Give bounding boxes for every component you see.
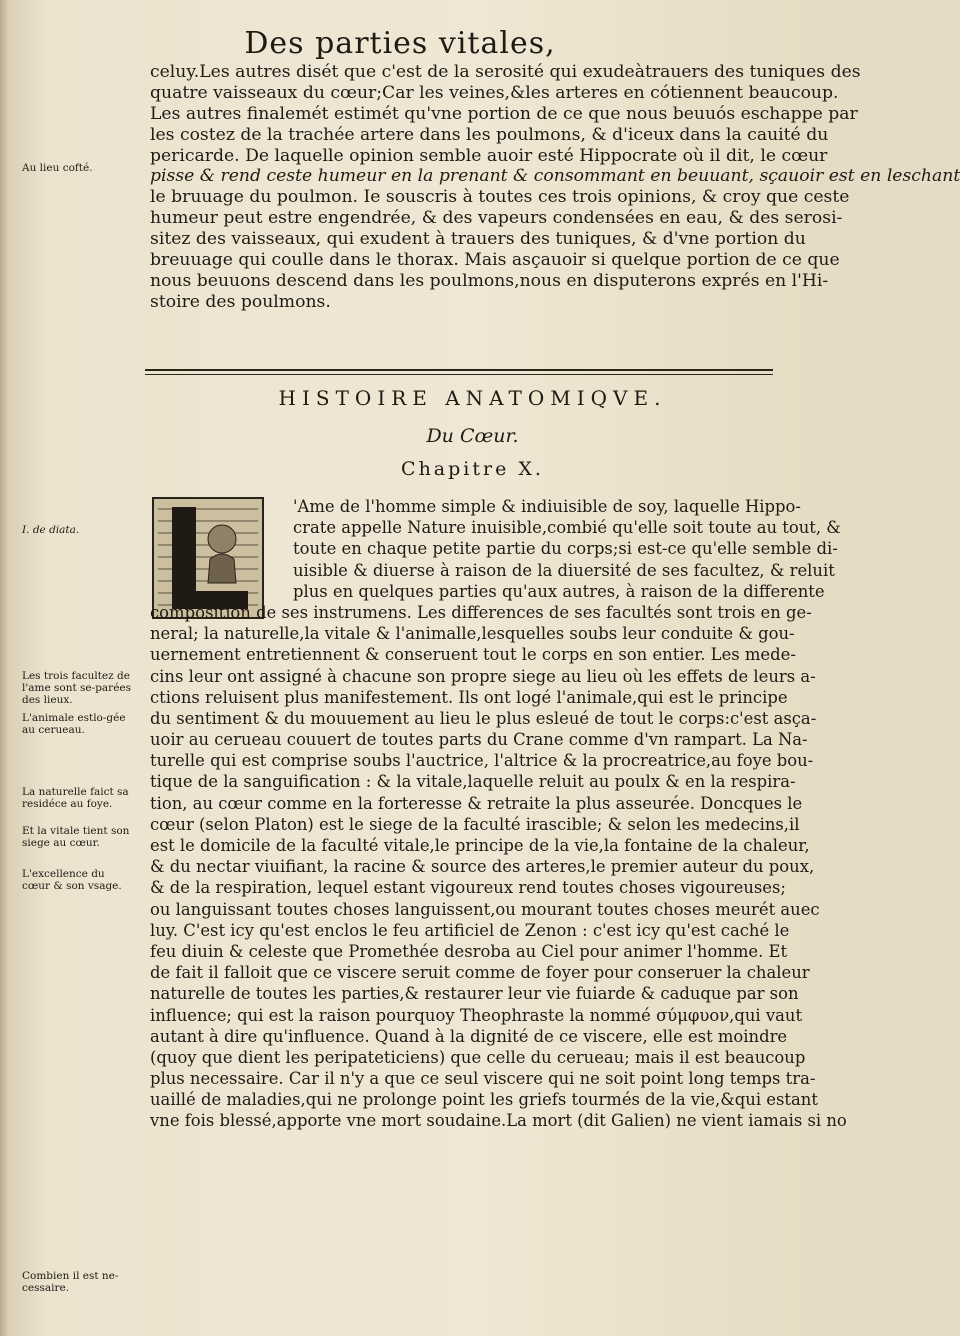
section-rule-thin: [145, 374, 773, 375]
text-line: cœur (selon Platon) est le siege de la faculté irascible; & selon les medecins,il: [150, 814, 800, 834]
section-rule-thick: [145, 369, 773, 371]
text-line: cins leur ont assigné à chacune son propre siege au lieu où les effets de leurs a-: [150, 666, 816, 686]
text-line: breuuage qui coulle dans le thorax. Mais asçauoir si quelque portion de ce que: [150, 250, 840, 271]
text-line: uernement entretiennent & conseruent tout le corps en son entier. Les mede-: [150, 645, 796, 665]
text-line: & de la respiration, lequel estant vigoureux rend toutes choses vigoureuses;: [150, 878, 786, 898]
section-subtitle: Du Cœur.: [426, 425, 519, 447]
text-line: (quoy que dient les peripateticiens) que celle du cerueau; mais il est beaucoup: [150, 1047, 806, 1067]
text-line: vne fois blessé,apporte vne mort soudaine.La mort (dit Galien) ne vient iamais si no: [150, 1111, 847, 1131]
text-line: 'Ame de l'homme simple & indiuisible de soy, laquelle Hippo-: [293, 497, 801, 516]
text-line: uoir au cerueau couuert de toutes parts du Crane comme d'vn rampart. La Na-: [150, 730, 808, 750]
text-line: pericarde. De laquelle opinion semble auoir esté Hippocrate où il dit, le cœur: [150, 145, 828, 166]
margin-note-vitale: Et la vitale tient son siege au cœur.: [22, 825, 130, 849]
text-line: composition de ses instrumens. Les differences de ses facultés sont trois en ge-: [150, 602, 812, 622]
chapter-body: [150, 496, 847, 1132]
margin-note-naturelle: La naturelle faict sa residéce au foye.: [22, 786, 129, 810]
text-line: quatre vaisseaux du cœur;Car les veines,&les arteres en cótiennent beaucoup.: [150, 82, 839, 103]
text-line: influence; qui est la raison pourquoy Theophraste la nommé σύμφυον,qui vaut: [150, 1005, 803, 1025]
text-line: uaillé de maladies,qui ne prolonge point les griefs tourmés de la vie,&qui estant: [150, 1090, 818, 1110]
text-line: turelle qui est comprise soubs l'auctrice, l'altrice & la procreatrice,au foye bou-: [150, 751, 814, 771]
text-line: nous beuuons descend dans les poulmons,nous en disputerons exprés en l'Hi-: [150, 270, 829, 291]
paragraph-serosity: [150, 62, 960, 313]
text-line: feu diuin & celeste que Promethée desroba au Ciel pour animer l'homme. Et: [150, 941, 788, 961]
text-line: Les autres finalemét estimét qu'vne portion de ce que nous beuuós eschappe par: [150, 103, 858, 124]
text-line: autant à dire qu'influence. Quand à la dignité de ce viscere, elle est moindre: [150, 1026, 788, 1046]
text-line: uisible & diuerse à raison de la diuersité de ses facultez, & reluit: [293, 560, 835, 580]
text-line: humeur peut estre engendrée, & des vapeurs condensées en eau, & des serosi-: [150, 208, 843, 229]
text-line: pisse & rend ceste humeur en la prenant & consommant en beuuant, sçauoir est en leschant: [150, 166, 960, 187]
text-line: de fait il falloit que ce viscere seruit comme de foyer pour conseruer la chaleur: [150, 963, 810, 983]
margin-note-combien: Combien il est ne-cessaire.: [22, 1270, 119, 1294]
text-line: plus en quelques parties qu'aux autres, à raison de la differente: [293, 581, 825, 601]
chapter-heading: Chapitre X.: [401, 458, 544, 480]
text-line: tion, au cœur comme en la forteresse & retraite la plus asseurée. Doncques le: [150, 793, 803, 813]
text-line: crate appelle Nature inuisible,combié qu'elle soit toute au tout, &: [293, 518, 841, 538]
text-line: naturelle de toutes les parties,& restaurer leur vie fuiarde & caduque par son: [150, 984, 799, 1004]
text-line: plus necessaire. Car il n'y a que ce seul viscere qui ne soit point long temps tra-: [150, 1069, 816, 1089]
text-line: est le domicile de la faculté vitale,le principe de la vie,la fontaine de la chaleur,: [150, 836, 810, 855]
text-line: ou languissant toutes choses languissent,ou mourant toutes choses meurét auec: [150, 899, 820, 919]
margin-note-reference: I. de diata.: [22, 524, 80, 536]
margin-note-trois-facultez: Les trois facultez de l'ame sont se-parées des lieux.: [22, 670, 132, 706]
text-line: stoire des poulmons.: [150, 291, 331, 312]
text-line: & du nectar viuifiant, la racine & source des arteres,le premier auteur du poux,: [150, 857, 815, 877]
page-gutter-shadow: [0, 0, 10, 1336]
section-heading: HISTOIRE ANATOMIQVE.: [278, 386, 667, 410]
running-title: Des parties vitales,: [244, 26, 556, 61]
text-line: du sentiment & du mouuement au lieu le plus esleué de tout le corps:c'est asça-: [150, 708, 817, 728]
text-line: celuy.Les autres disét que c'est de la serosité qui exudeàtrauers des tuniques des: [150, 62, 861, 82]
margin-note-excellence: L'excellence du cœur & son vsage.: [22, 868, 122, 892]
margin-note-animale: L'animale estlo-gée au cerueau.: [22, 712, 126, 736]
text-line: les costez de la trachée artere dans les poulmons, & d'iceux dans la cauité du: [150, 124, 829, 145]
text-line: luy. C'est icy qu'est enclos le feu artificiel de Zenon : c'est icy qu'est caché le: [150, 920, 790, 940]
text-line: tique de la sanguification : & la vitale,laquelle reluit au poulx & en la respira-: [150, 772, 796, 792]
text-line: sitez des vaisseaux, qui exudent à trauers des tuniques, & d'vne portion du: [150, 229, 806, 250]
text-line: neral; la naturelle,la vitale & l'animalle,lesquelles soubs leur conduite & gou-: [150, 624, 795, 644]
text-line: toute en chaque petite partie du corps;si est-ce qu'elle semble di-: [293, 539, 838, 559]
text-line: ctions reluisent plus manifestement. Ils ont logé l'animale,qui est le principe: [150, 687, 788, 707]
margin-note-au-lieu: Au lieu cofté.: [22, 162, 93, 174]
text-line: le bruuage du poulmon. Ie souscris à toutes ces trois opinions, & croy que ceste: [150, 187, 850, 208]
